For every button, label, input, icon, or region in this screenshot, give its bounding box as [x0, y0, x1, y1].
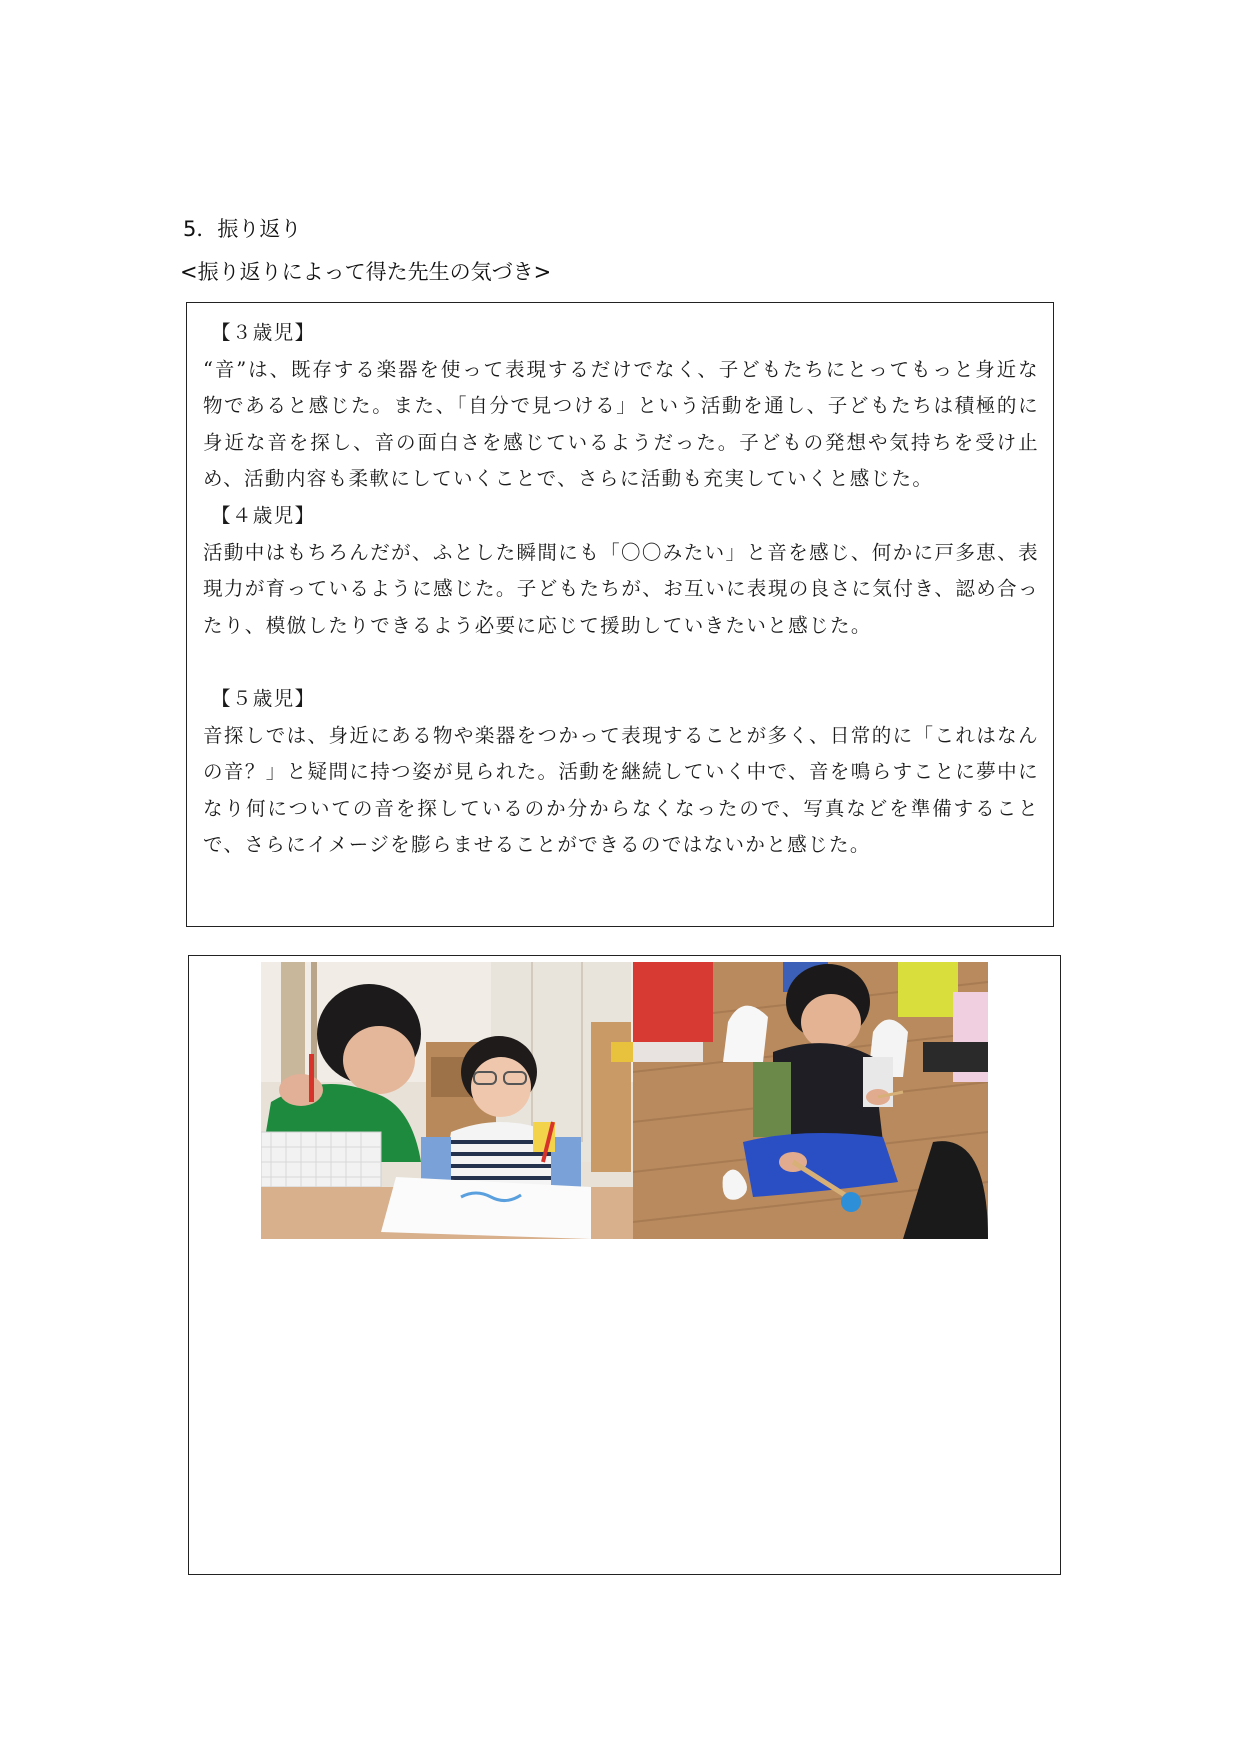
section-subtitle: <振り返りによって得た先生の気づき> — [180, 260, 552, 284]
photo-box — [188, 955, 1061, 1575]
photo-children-drawing-image — [261, 962, 633, 1239]
paragraph-spacer — [203, 644, 1039, 681]
photo-boy-sound-play-image — [633, 962, 988, 1239]
photo-boy-sound-play — [633, 962, 988, 1239]
age-4-label: 【４歳児】 — [211, 503, 316, 527]
reflection-box — [186, 302, 1054, 927]
section-title: 5．振り返り — [183, 217, 302, 241]
age-3-label: 【３歳児】 — [211, 321, 316, 344]
age-3-text: “音”は、既存する楽器を使って表現するだけでなく、子どもたちにとってもっと身近な物であると感じた。また、「自分で見つける」という活動を通し、子どもたちは積極的に身近な音を探し、音の面白さを感じているようだった。子どもの発想や気持ちを受け止め、活動内容も柔軟にしていくことで、さらに活動も充実していくと感じた。 — [203, 357, 1039, 491]
age-5-text: 音探しでは、身近にある物や楽器をつかって表現することが多く、日常的に「これはなんの音？」と疑問に持つ姿が見られた。活動を継続していく中で、音を鳴らすことに夢中になり何についての音を探しているのか分からなくなったので、写真などを準備することで、さらにイメージを膨らませることができるのではないかと感じた。 — [203, 723, 1039, 857]
age-4-text: 活動中はもちろんだが、ふとした瞬間にも「〇〇みたい」と音を感じ、何かに戸多恵、表現力が育っているように感じた。子どもたちが、お互いに表現の良さに気付き、認め合ったり、模倣したりできるよう必要に応じて援助していきたいと感じた。 — [203, 540, 1040, 637]
age-5-label: 【５歳児】 — [211, 686, 316, 710]
photo-children-drawing — [261, 962, 633, 1239]
